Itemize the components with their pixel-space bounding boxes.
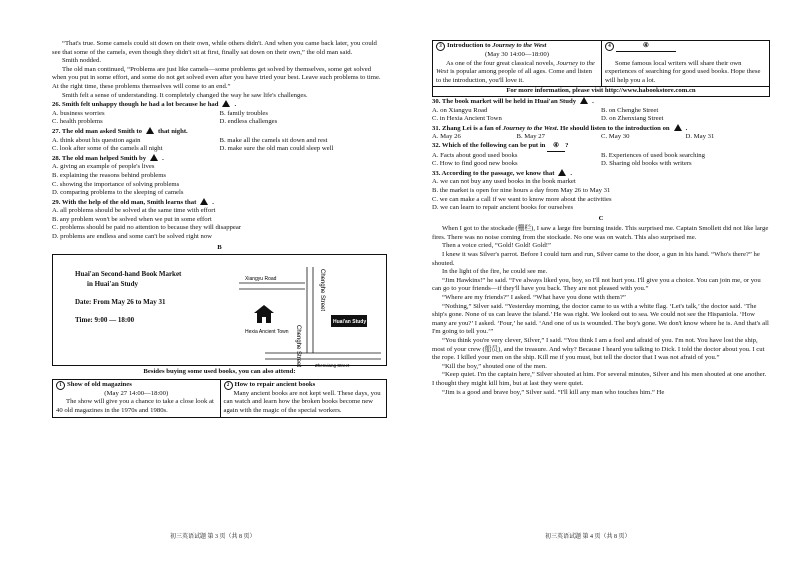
event-cell [53, 380, 220, 417]
passage-paragraph: The old man continued, “Problems are just like camels—some problems get solved by themselves, some get solved when you put in some effort, and some do not get solved even after you have tried your best. Leave such problems to time. At the right time, these problems themselves will come to an end.” [52, 65, 381, 90]
question-stem-end: that night. [158, 127, 188, 135]
question-stem: 33. According to the passage, we know that [432, 169, 555, 177]
book-market-ad [52, 254, 387, 369]
map-road-label: Xiangyu Road [245, 276, 277, 283]
passage-paragraph: Then a voice cried, “Gold! Gold! Gold!” [442, 242, 552, 250]
book-title: Journey to the West [492, 42, 547, 49]
event-cell [220, 380, 387, 417]
question-stem-end: . [592, 97, 594, 105]
event-time: (May 27 14:00—18:00) [104, 389, 169, 397]
passage-paragraph: “Nothing,” Silver said. “Yesterday morning, the doctor came to us with a white flag. ‘Let's talk,’ the doctor said. ‘The ship's gone. None of us can leave the island.’ He was right. We looked out to sea. We could not see the Hispaniola. ‘How many are you?’ I asked. ‘Four,’ he said. ‘And one of us is wounded. The boy's gone. We don't know where he is. And that's all I'm going to tell you.’” [432, 302, 769, 336]
events-table [52, 379, 387, 418]
answer-triangle-icon [674, 124, 682, 131]
book-title: Journey to the West [502, 124, 557, 132]
question-stem: 32. Which of the following can be put in [432, 141, 546, 149]
answer-triangle-icon [150, 154, 158, 161]
event-time: (May 30 14:00—18:00) [485, 51, 549, 58]
question-33 [432, 169, 770, 213]
option: D. on Zhenxiang Street [601, 115, 664, 123]
question-stem-end: . [685, 124, 688, 132]
option: A. all problems should be solved at the same time with effort [52, 207, 216, 215]
event-desc: Many ancient books are not kept well. These days, you can watch and learn how the broken books become new again with the magic of the special workers. [223, 389, 381, 415]
ad-title-line: Huai'an Second-hand Book Market [75, 270, 182, 279]
answer-triangle-icon [146, 127, 154, 134]
option: B. on Chenghe Street [601, 106, 659, 114]
question-stem-end: . [162, 154, 164, 162]
option: B. Experiences of used book searching [601, 151, 705, 159]
question-29 [52, 198, 387, 242]
left-page [52, 40, 387, 418]
option: A. business worries [52, 109, 105, 117]
option: C. May 30 [601, 133, 630, 141]
question-30 [432, 97, 770, 124]
passage-paragraph: “Jim Hawkins!” he said. “I've always liked you, boy, so I'll not hurt you. I'll give you a choice. You can join me, or you can go to your friends—if they'll have you back. They are not pleased with you.” [432, 276, 761, 293]
option: B. explaining the reasons behind problems [52, 171, 167, 179]
answer-triangle-icon [200, 198, 208, 205]
option: D. endless challenges [219, 118, 278, 126]
event-title: Introduction to [447, 42, 493, 49]
right-page [432, 40, 770, 397]
section-heading: B [217, 243, 222, 251]
passage-paragraph: Smith nodded. [62, 57, 102, 65]
passage-paragraph: I knew it was Silver's parrot. Before I could turn and run, Silver came to the door, a gun in his hand. “Who's there?” he shouted. [432, 251, 760, 267]
map-place-label: Huai'an Study [333, 319, 367, 326]
passage-paragraph: “Keep quiet. I'm the captain here,” Silver shouted at him. For several minutes, Silver and his men shouted at one another. I thought they might kill him, but at last they were quiet. [432, 371, 767, 387]
option: B. May 27 [516, 133, 545, 141]
option: A. on Xiangyu Road [432, 106, 488, 114]
map-street-label: Chenghe Street [295, 325, 301, 368]
ancient-town-icon [254, 305, 274, 323]
option: C. problems should be paid no attention to because they will disappear [52, 224, 242, 232]
question-stem-end: . [570, 169, 573, 177]
passage-paragraph: “You think you're very clever, Silver,” I said. “You think I am a fool and afraid of you. I'm not. You have lost the ship, most of your crew (船员), and the treasure. And why? Because I heard you talking to Dick. I told the doctor about you. I cut the rope. I killed your men on the ship. Kill me if you must, but tell the doctor that I was not afraid of you.” [432, 337, 765, 362]
option: D. May 31 [685, 133, 715, 141]
event-number: 4 [605, 42, 614, 51]
question-stem: 27. The old man asked Smith to [52, 127, 142, 135]
question-stem: 31. Zhang Lei is a fan of [432, 124, 503, 132]
passage-paragraph: When I got to the stockade (栅栏), I saw a large fire burning inside. This surprised me. Captain Smollett did not like large fires. There was no noise coming from the stockade. No one was on watch. This also surprised me. [432, 225, 769, 241]
besides-line: Besides buying some used books, you can also attend: [143, 368, 296, 376]
option: B. make all the camels sit down and rest [219, 136, 328, 144]
option: D. problems are endless and some can't be solved right now [52, 233, 212, 241]
option: A. May 26 [432, 133, 461, 141]
passage-paragraph: “Jim is a good and brave boy,” Silver said. “I'll kill any man who touches him.” He [442, 388, 665, 396]
question-27 [52, 127, 387, 154]
option: A. we can not buy any used books in the book market [432, 178, 576, 186]
question-stem: 30. The book market will be held in Huai'an Study [432, 97, 577, 105]
event-desc: The show will give you a chance to take a close look at 40 old magazines in the 1970s and 1980s. [56, 398, 214, 415]
question-stem: 29. With the help of the old man, Smith learns that [52, 198, 197, 206]
section-heading: C [598, 214, 604, 222]
event-number: 1 [56, 381, 65, 390]
question-stem-end: . [212, 198, 214, 206]
option: C. How to find good new books [432, 160, 518, 168]
question-stem: . He should listen to the introduction on [556, 124, 670, 132]
option: A. giving an example of people's lives [52, 163, 155, 171]
page-footer: 初三英语试题 第 3 页（共 8 页） [170, 534, 256, 540]
map-street-label: Chenghe Street [319, 269, 325, 312]
question-stem-end: . [234, 101, 237, 109]
event-desc: Some famous local writers will share their own experiences of searching for good used books. Hope these will help you a lot. [605, 59, 761, 84]
event-desc-text: As one of the four great classical novels, [446, 59, 557, 67]
question-32 [432, 142, 770, 169]
passage-paragraph: “Where are my friends?” I asked. “What have you done with them?” [442, 294, 626, 302]
ad-date: Date: From May 26 to May 31 [75, 298, 166, 307]
events-table-continued [432, 40, 770, 87]
option: D. make sure the old man could sleep well [219, 145, 334, 153]
event-title: How to repair ancient books [234, 380, 316, 388]
question-stem: 26. Smith felt unhappy though he had a lot because he had [52, 101, 219, 109]
option: C. look after some of the camels all night [52, 145, 163, 153]
event-number: 2 [224, 381, 233, 390]
passage-paragraph: Smith felt a sense of understanding. It completely changed the way he saw life's challenges. [62, 91, 308, 99]
option: B. any problem won't be solved when we put in some effort [52, 215, 212, 223]
event-cell [601, 41, 769, 86]
option: C. showing the importance of solving problems [52, 180, 180, 188]
ad-time: Time: 9:00 — 18:00 [75, 316, 135, 325]
passage-paragraph: “That's true. Some camels could sit down on their own, while others didn't. And when you came back later, you could see that some of the camels, even though they didn't sit at first, finally sat down on their own,” the old man said. [52, 40, 377, 56]
answer-triangle-icon [222, 100, 230, 107]
question-28 [52, 154, 387, 198]
passage-paragraph: “Kill the boy,” shouted one of the men. [442, 362, 547, 370]
website-line: For more information, please visit http://www.habookstore.com.cn [432, 87, 770, 97]
option: A. think about his question again [52, 136, 141, 144]
question-31 [432, 124, 770, 142]
answer-triangle-icon [580, 97, 588, 104]
option: C. health problems [52, 118, 103, 126]
event-desc-text: is popular among people of all ages. Come and listen to the introduction, you'll love it. [436, 68, 592, 84]
option: C. we can make a call if we want to know more about the activities [432, 195, 612, 203]
question-blank: ④ [547, 142, 565, 152]
page-footer: 初三英语试题 第 4 页（共 8 页） [545, 534, 631, 540]
book-title: Journey to the West [436, 59, 595, 76]
question-stem-end: ? [565, 141, 569, 149]
event-title-blank: ④ [616, 42, 676, 52]
option: D. we can learn to repair ancient books for ourselves [432, 204, 574, 212]
option: A. Facts about good used books [432, 151, 518, 159]
event-number: 3 [436, 42, 445, 51]
option: B. family troubles [219, 109, 268, 117]
passage-paragraph: In the light of the fire, he could see me. [442, 268, 548, 276]
location-map [235, 263, 383, 369]
question-stem: 28. The old man helped Smith by [52, 154, 147, 162]
option: D. Sharing old books with writers [601, 160, 692, 168]
map-street-label: Zhenxiang Street [315, 363, 350, 369]
map-place-label: Hexia Ancient Town [245, 329, 289, 336]
ad-title-line: in Huai'an Study [87, 280, 138, 289]
option: B. the market is open for nine hours a day from May 26 to May 31 [432, 186, 611, 194]
answer-triangle-icon [558, 169, 566, 176]
ad-title [75, 269, 181, 289]
event-title: Show of old magazines [67, 380, 132, 388]
event-cell [433, 41, 601, 86]
event-desc [436, 60, 598, 86]
option: C. in Hexia Ancient Town [432, 115, 502, 123]
option: D. comparing problems to the sleeping of camels [52, 189, 184, 197]
question-26 [52, 100, 387, 127]
